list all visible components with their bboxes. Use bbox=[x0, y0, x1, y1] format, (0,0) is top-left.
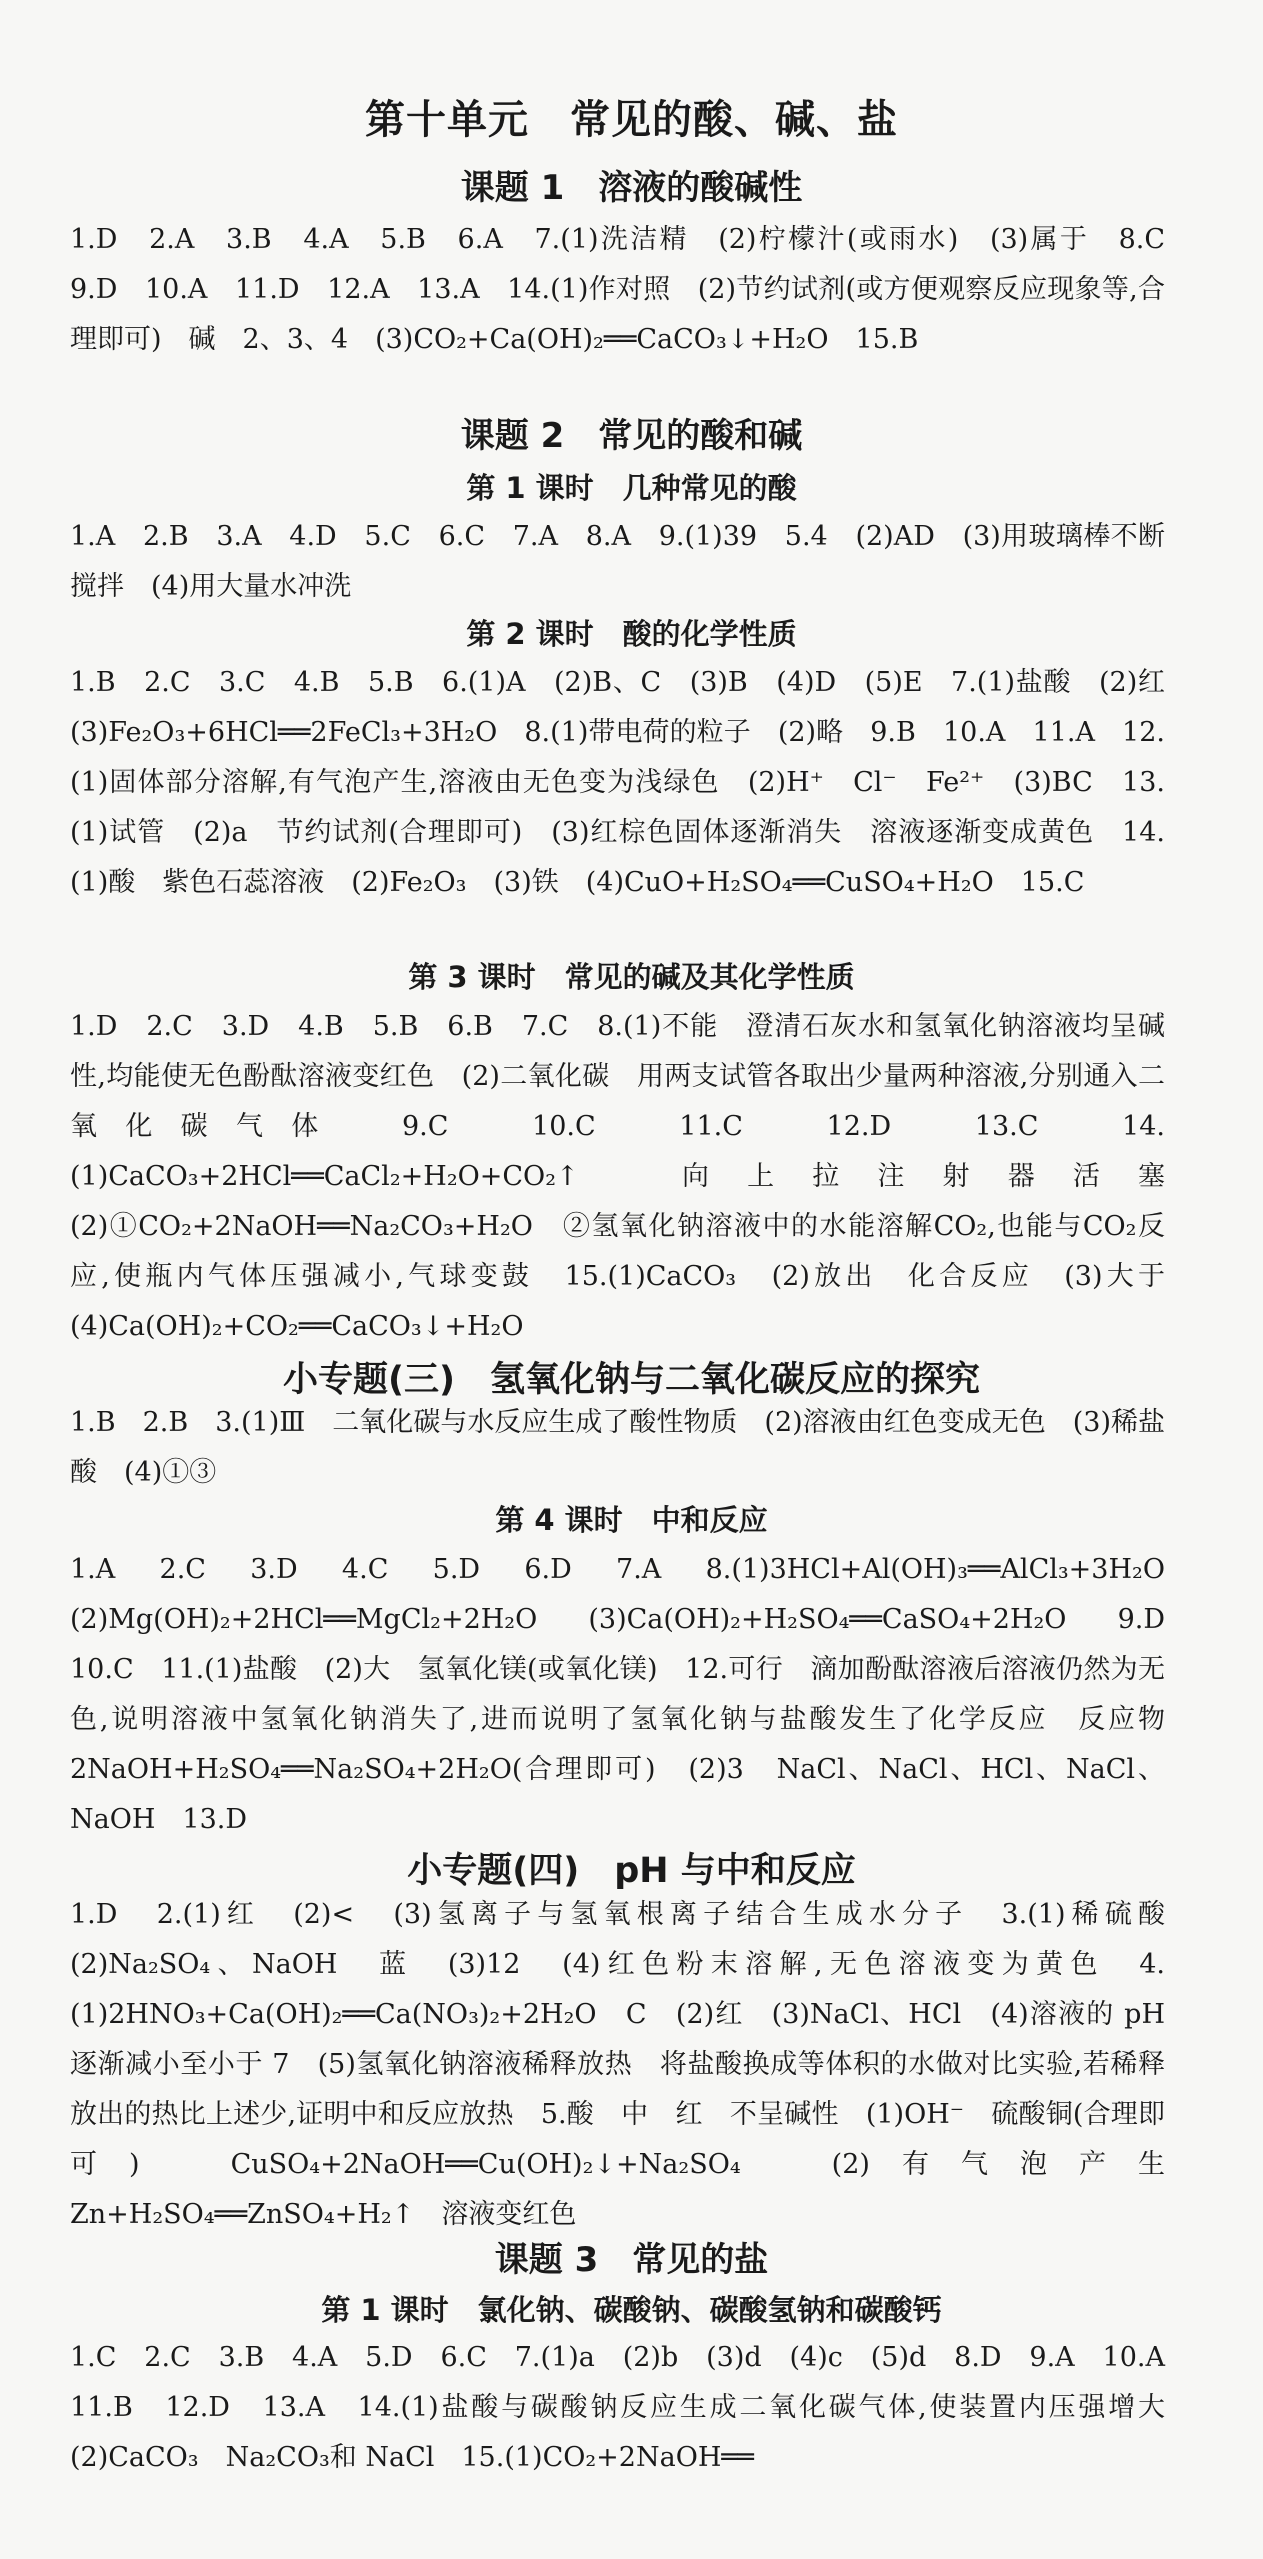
unit-title: 第十单元 常见的酸、碱、盐 bbox=[365, 97, 898, 143]
lesson-3-period-1-title: 第 1 课时 氯化钠、碳酸钠、碳酸氢钠和碳酸钙 bbox=[321, 2293, 942, 2327]
lesson-2-period-2-answers: 1.B 2.C 3.C 4.B 5.B 6.(1)A (2)B、C (3)B (4)D (5)E 7.(1)盐酸 (2)红 (3)Fe₂O₃+6HCl══2FeCl₃+3H₂O 8.(1)带电荷的粒子 (2)略 9.B 10.A 11.A 12.(1)固体部分溶解,有气泡产生,溶液由无色变为浅绿色 (2)H⁺ Cl⁻ Fe²⁺ (3)BC 13.(1)试管 (2)a 节约试剂(合理即可) (3)红棕色固体逐渐消失 溶液逐渐变成黄色 14.(1)酸 紫色石蕊溶液 (2)Fe₂O₃ (3)铁 (4)CuO+H₂SO₄══CuSO₄+H₂O 15.C bbox=[70, 667, 1192, 898]
special-topic-3-answers: 1.B 2.B 3.(1)Ⅲ 二氧化碳与水反应生成了酸性物质 (2)溶液由红色变成无色 (3)稀盐酸 (4)①③ bbox=[70, 1407, 1165, 1488]
lesson-2-period-1-title: 第 1 课时 几种常见的酸 bbox=[466, 471, 797, 505]
lesson-2-period-4-answers: 1.A 2.C 3.D 4.C 5.D 6.D 7.A 8.(1)3HCl+Al(OH)₃══AlCl₃+3H₂O (2)Mg(OH)₂+2HCl══MgCl₂+2H₂O (3)Ca(OH)₂+H₂SO₄══CaSO₄+2H₂O 9.D 10.C 11.(1)盐酸 (2)大 氢氧化镁(或氧化镁) 12.可行 滴加酚酞溶液后溶液仍然为无色,说明溶液中氢氧化钠消失了,进而说明了氢氧化钠与盐酸发生了化学反应 反应物 2NaOH+H₂SO₄══Na₂SO₄+2H₂O(合理即可) (2)3 NaCl、NaCl、HCl、NaCl、NaOH 13.D bbox=[70, 1554, 1192, 1835]
lesson-2-period-3-title: 第 3 课时 常见的碱及其化学性质 bbox=[408, 960, 855, 994]
lesson-1-title: 课题 1 溶液的酸碱性 bbox=[460, 168, 803, 208]
lesson-2-period-3-answers: 1.D 2.C 3.D 4.B 5.B 6.B 7.C 8.(1)不能 澄清石灰水和氢氧化钠溶液均呈碱性,均能使无色酚酞溶液变红色 (2)二氧化碳 用两支试管各取出少量两种溶液,分别通入二氧化碳气体 9.C 10.C 11.C 12.D 13.C 14.(1)CaCO₃+2HCl══CaCl₂+H₂O+CO₂↑ 向上拉注射器活塞 (2)①CO₂+2NaOH══Na₂CO₃+H₂O ②氢氧化钠溶液中的水能溶解CO₂,也能与CO₂反应,使瓶内气体压强减小,气球变鼓 15.(1)CaCO₃ (2)放出 化合反应 (3)大于 (4)Ca(OH)₂+CO₂══CaCO₃↓+H₂O bbox=[70, 1011, 1192, 1342]
special-topic-4-title: 小专题(四) pH 与中和反应 bbox=[407, 1851, 856, 1891]
lesson-1-answers: 1.D 2.A 3.B 4.A 5.B 6.A 7.(1)洗洁精 (2)柠檬汁(或雨水) (3)属于 8.C 9.D 10.A 11.D 12.A 13.A 14.(1)作对照 (2)节约试剂(或方便观察反应现象等,合理即可) 碱 2、3、4 (3)CO₂+Ca(OH)₂══CaCO₃↓+H₂O 15.B bbox=[70, 224, 1192, 355]
lesson-2-title: 课题 2 常见的酸和碱 bbox=[460, 416, 803, 456]
lesson-2-period-4-title: 第 4 课时 中和反应 bbox=[495, 1503, 768, 1537]
lesson-2-period-2-title: 第 2 课时 酸的化学性质 bbox=[466, 617, 797, 651]
lesson-3-period-1-answers: 1.C 2.C 3.B 4.A 5.D 6.C 7.(1)a (2)b (3)d (4)c (5)d 8.D 9.A 10.A 11.B 12.D 13.A 14.(1)盐酸与碳酸钠反应生成二氧化碳气体,使装置内压强增大 (2)CaCO₃ Na₂CO₃和 NaCl 15.(1)CO₂+2NaOH══ bbox=[70, 2342, 1192, 2473]
lesson-3-title: 课题 3 常见的盐 bbox=[494, 2240, 769, 2280]
special-topic-3-title: 小专题(三) 氢氧化钠与二氧化碳反应的探究 bbox=[283, 1360, 980, 1400]
special-topic-4-answers: 1.D 2.(1)红 (2)< (3)氢离子与氢氧根离子结合生成水分子 3.(1)稀硫酸 (2)Na₂SO₄、NaOH 蓝 (3)12 (4)红色粉末溶解,无色溶液变为黄色 4.(1)2HNO₃+Ca(OH)₂══Ca(NO₃)₂+2H₂O C (2)红 (3)NaCl、HCl (4)溶液的 pH 逐渐减小至小于 7 (5)氢氧化钠溶液稀释放热 将盐酸换成等体积的水做对比实验,若稀释放出的热比上述少,证明中和反应放热 5.酸 中 红 不呈碱性 (1)OH⁻ 硫酸铜(合理即可) CuSO₄+2NaOH══Cu(OH)₂↓+Na₂SO₄ (2)有气泡产生 Zn+H₂SO₄══ZnSO₄+H₂↑ 溶液变红色 bbox=[70, 1899, 1192, 2230]
lesson-2-period-1-answers: 1.A 2.B 3.A 4.D 5.C 6.C 7.A 8.A 9.(1)39 5.4 (2)AD (3)用玻璃棒不断搅拌 (4)用大量水冲洗 bbox=[70, 521, 1165, 602]
